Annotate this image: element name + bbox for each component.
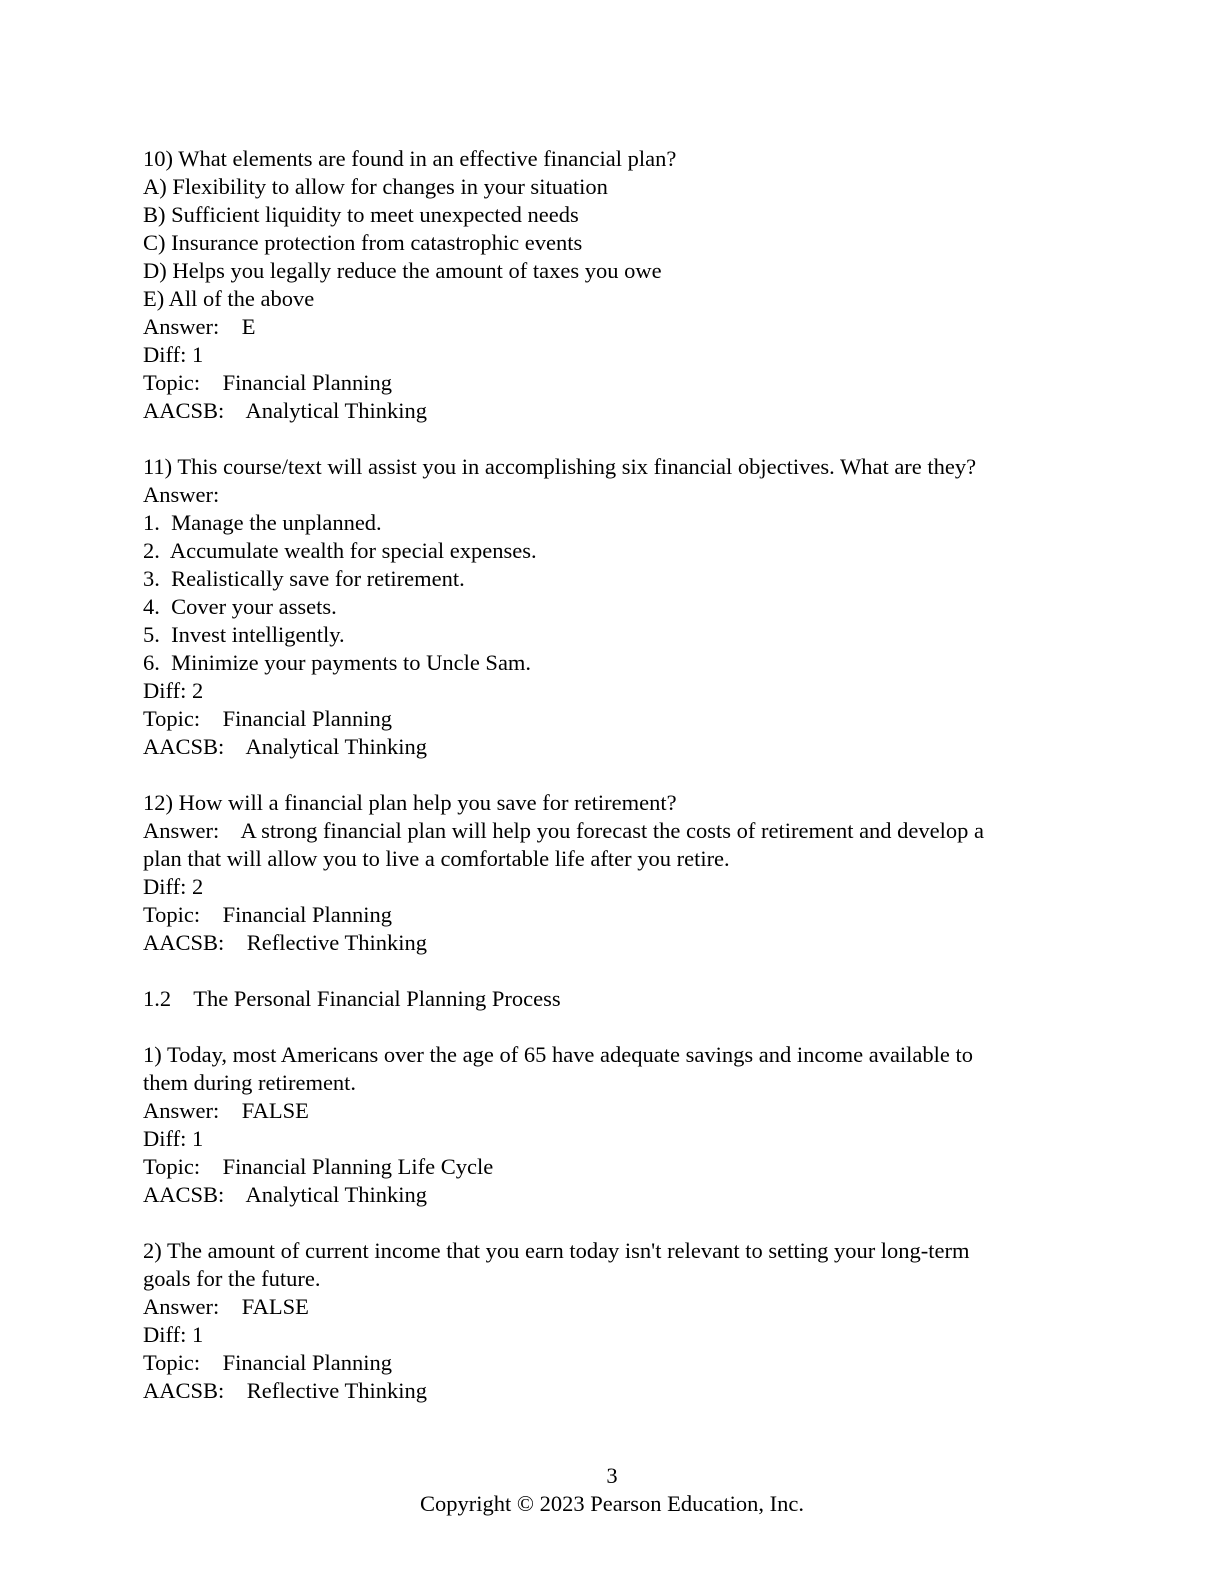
question-block [143,1237,1194,1405]
text-line: AACSB: Analytical Thinking [143,1182,427,1207]
text-line: 3. Realistically save for retirement. [143,566,465,591]
text-line: 4. Cover your assets. [143,594,337,619]
text-line: Diff: 1 [143,1322,204,1347]
text-line: AACSB: Reflective Thinking [143,1378,427,1403]
text-line: 1) Today, most Americans over the age of 65 have adequate savings and income available to [143,1042,974,1067]
text-line: Topic: Financial Planning [143,706,393,731]
text-line: Topic: Financial Planning [143,1350,393,1375]
text-line: 1. Manage the unplanned. [143,510,382,535]
page-number: 3 [606,1463,618,1488]
page-footer [0,1462,1224,1518]
text-line: E) All of the above [143,286,315,311]
text-line: 6. Minimize your payments to Uncle Sam. [143,650,532,675]
text-line: AACSB: Analytical Thinking [143,734,427,759]
text-line: Topic: Financial Planning Life Cycle [143,1154,494,1179]
text-line: Answer: A strong financial plan will help you forecast the costs of retirement and develop a [143,818,985,843]
text-line: 11) This course/text will assist you in accomplishing six financial objectives. What are they? [143,454,977,479]
text-line: Diff: 1 [143,342,204,367]
text-line: 2. Accumulate wealth for special expenses. [143,538,537,563]
section-heading [143,985,1194,1013]
text-line: Answer: [143,482,220,507]
question-block [143,789,1194,957]
text-line: them during retirement. [143,1070,357,1095]
text-line: 1.2 The Personal Financial Planning Process [143,986,561,1011]
text-line: Answer: E [143,314,256,339]
text-line: Diff: 2 [143,678,204,703]
text-line: AACSB: Reflective Thinking [143,930,427,955]
question-block [143,1041,1194,1209]
document-content [143,145,1194,1405]
text-line: AACSB: Analytical Thinking [143,398,427,423]
text-line: goals for the future. [143,1266,321,1291]
text-line: Diff: 2 [143,874,204,899]
text-line: D) Helps you legally reduce the amount of taxes you owe [143,258,662,283]
text-line: 2) The amount of current income that you earn today isn't relevant to setting your long-term [143,1238,970,1263]
text-line: 10) What elements are found in an effective financial plan? [143,146,677,171]
text-line: Answer: FALSE [143,1294,309,1319]
question-block [143,145,1194,425]
text-line: Answer: FALSE [143,1098,309,1123]
text-line: Topic: Financial Planning [143,902,393,927]
text-line: C) Insurance protection from catastrophic events [143,230,583,255]
text-line: plan that will allow you to live a comfortable life after you retire. [143,846,730,871]
copyright-line: Copyright © 2023 Pearson Education, Inc. [420,1491,804,1516]
text-line: B) Sufficient liquidity to meet unexpected needs [143,202,579,227]
question-block [143,453,1194,761]
text-line: A) Flexibility to allow for changes in your situation [143,174,608,199]
text-line: 5. Invest intelligently. [143,622,345,647]
text-line: Diff: 1 [143,1126,204,1151]
text-line: Topic: Financial Planning [143,370,393,395]
text-line: 12) How will a financial plan help you save for retirement? [143,790,677,815]
